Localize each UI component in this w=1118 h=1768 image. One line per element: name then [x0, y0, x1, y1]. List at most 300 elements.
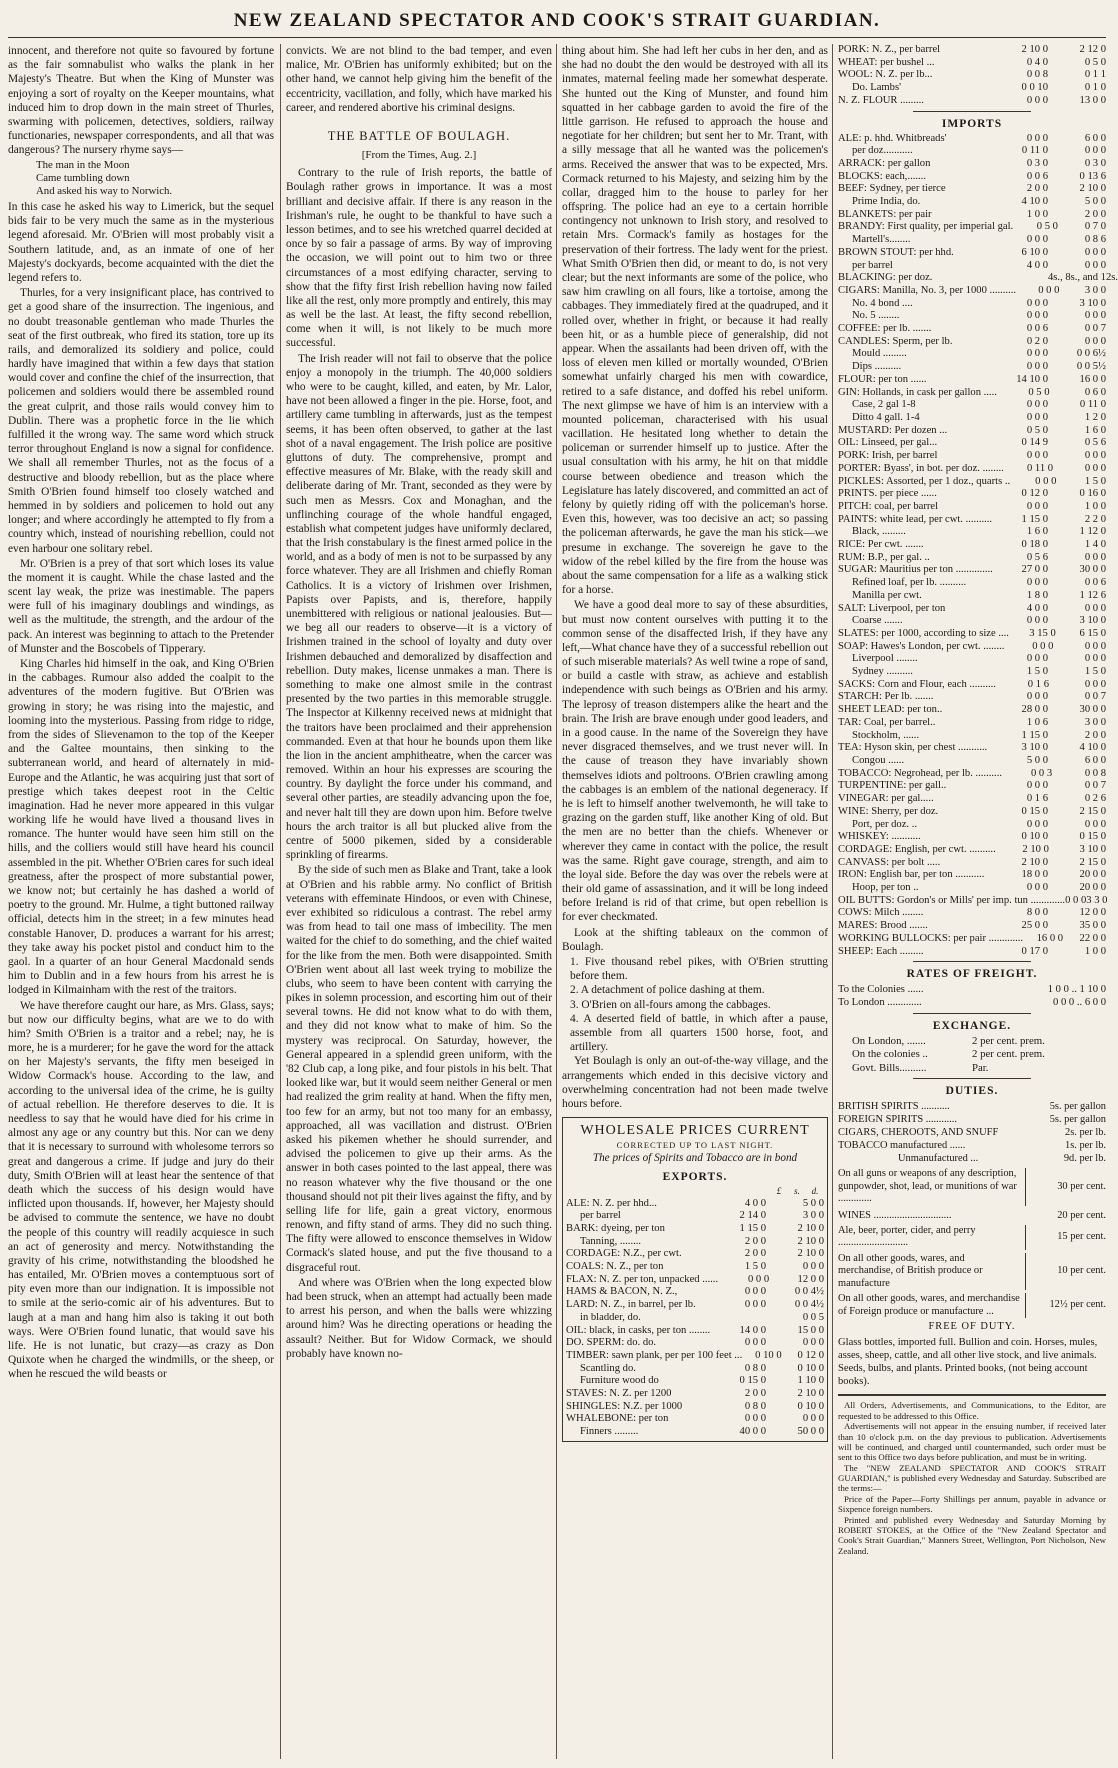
price-low: 1 15 0 [1021, 729, 1048, 741]
article-heading: THE BATTLE OF BOULAGH. [327, 128, 511, 143]
price-row [838, 69, 1106, 82]
price-row [566, 1325, 824, 1338]
price-low: 6 10 0 [1021, 246, 1048, 258]
commodity-name: CORDAGE: English, per cwt. .......... [838, 843, 996, 855]
divider [913, 1013, 1031, 1014]
price-high: 30 0 0 [1079, 564, 1106, 576]
duty-item: Unmanufactured ... [898, 1153, 979, 1165]
commodity-name: WOOL: N. Z. per lb... [838, 69, 933, 81]
commodity-name: OIL BUTTS: Gordon's or Mills' per imp. tun ............. [838, 894, 1066, 906]
price-row [838, 895, 1106, 908]
wholesale-prices-box [562, 1117, 828, 1442]
price-low: 0 0 0 [744, 1286, 766, 1298]
price-high: 3 3 0 [1086, 894, 1108, 906]
price-high: 0 0 5 [802, 1311, 824, 1323]
commodity-name: RICE: Per cwt. ....... [838, 539, 924, 551]
price-high: 4s., 8s., and 12s. [1048, 272, 1118, 284]
imports-list [838, 132, 1118, 959]
duty-item: BRITISH SPIRITS ........... [838, 1101, 950, 1113]
price-low: 40 0 0 [739, 1426, 766, 1438]
price-row [566, 1401, 824, 1414]
commodity-name: Case, 2 gal 1-8 [852, 399, 916, 411]
price-low: 2 10 0 [1021, 44, 1048, 55]
duties-heading: DUTIES. [945, 1085, 999, 1098]
masthead-rule [8, 37, 1106, 38]
price-row [838, 221, 1106, 234]
commodity-name: SOAP: Hawes's London, per cwt. ........ [838, 640, 1005, 652]
price-row [838, 857, 1106, 870]
commodity-name: CANDLES: Sperm, per lb. [838, 335, 953, 347]
price-row [838, 463, 1106, 476]
price-row [838, 730, 1106, 743]
duty-item: TOBACCO manufactured ...... [838, 1140, 966, 1152]
commodity-name: PORK: N. Z., per barrel [838, 44, 941, 55]
price-high: 0 1 1 [1084, 69, 1106, 81]
price-low: 0 0 0 [1026, 310, 1048, 322]
price-high: 0 11 0 [1079, 399, 1106, 411]
exports-continued [838, 44, 1106, 108]
article-source: [From the Times, Aug. 2.] [361, 148, 477, 161]
freight-rate: 1 0 0 .. 1 10 0 [1047, 984, 1106, 996]
price-high: 0 3 0 [1084, 157, 1106, 169]
price-low: 0 0 0 [1026, 577, 1048, 589]
price-high: 30 0 0 [1079, 704, 1106, 716]
price-high: 0 13 6 [1079, 170, 1106, 182]
price-row [838, 539, 1106, 552]
commodity-name: COFFEE: per lb. ....... [838, 323, 932, 335]
price-row [838, 158, 1106, 171]
price-row [838, 691, 1106, 704]
freight-heading: RATES OF FREIGHT. [906, 968, 1038, 981]
imports-heading: IMPORTS [941, 117, 1003, 130]
price-low: 0 11 0 [1026, 462, 1054, 474]
price-low: 1 5 0 [1026, 666, 1048, 678]
price-high: 1 0 0 [1084, 945, 1106, 957]
price-high: 2 0 0 [1084, 208, 1106, 220]
price-low: 0 5 6 [1026, 551, 1048, 563]
price-low: 1 8 0 [1026, 589, 1048, 601]
price-low: 0 0 0 [1026, 361, 1048, 373]
price-high: 0 5 0 [1084, 56, 1106, 68]
price-row [566, 1312, 824, 1325]
price-low: 2 0 0 [744, 1235, 766, 1247]
price-row [838, 501, 1106, 514]
price-high: 0 5 6 [1084, 437, 1106, 449]
commodity-name: ALE: p. hhd. Whitbreads' [838, 132, 947, 144]
commodity-name: Furniture wood do [580, 1375, 659, 1387]
price-low: 0 5 0 [1026, 424, 1048, 436]
price-low: 0 0 0 [1026, 297, 1048, 309]
price-low: 1 6 0 [1026, 526, 1048, 538]
commodity-name: OIL: Linseed, per gal... [838, 437, 938, 449]
price-low: 0 0 0 [1026, 500, 1048, 512]
paragraph: We have therefore caught our hare, as Mrs. Glass, says; but now our difficulty begins, what are we to do with him? Smith O'Brien is a traitor and a rebel; nay, he is more, he is a murderer; for he gave the word for the attack on her Majesty's servants, the fifty men beseiged in Widow Cormack's house. According to the law, and according to the universal idea of the crime, he is guilty of actual rebellion. He therefore deserves to die. It is needless to say that he would have died for his crime in almost any age or any country but this. Nor can we deny that it is necessary to surround with wholesome terrors so great and dangerous a crime. If judge and jury do their duty, Smith O'Brien will at least hear the sentence of that death which the success of his design would have inflicted upon thousands. If, however, her Majesty should be advised to commute the sentence, we have no doubt the people of this country will readily acquiesce in such an act of generosity and mercy. Notwithstanding the gravity of his crime, notwithstanding the bloodshed he has entailed, Mr. O'Brien moves a contemptuous sort of pity even more than our indignation. It is impossible not to smile at the serio-comic air of his adventures. But to laugh at a man and hang him also is taking it out both ways. Were O'Brien found lunatic, that would save his life. He is not lunatic, but crazy—as crazy as Don Quixote when he charged the windmills, or the sheep, or when he rescued the wild beasts or [8, 999, 274, 1381]
price-high: 5 0 0 [802, 1197, 824, 1209]
price-row [566, 1413, 824, 1426]
price-high: 1 5 0 [1084, 666, 1106, 678]
price-low: 2 0 0 [744, 1388, 766, 1400]
commodity-name: HAMS & BACON, N. Z., [566, 1286, 678, 1298]
commodity-name: SHINGLES: N.Z. per 1000 [566, 1400, 683, 1412]
duty-item: Ale, beer, porter, cider, and perry ........................... [838, 1225, 1026, 1250]
commodity-name: CANVASS: per bolt ..... [838, 856, 941, 868]
price-low: 0 3 0 [1026, 157, 1048, 169]
commodity-name: BLANKETS: per pair [838, 208, 932, 220]
commodity-name: TURPENTINE: per gall.. [838, 780, 947, 792]
commodity-name: WHISKEY: ........... [838, 831, 921, 843]
price-row [838, 260, 1106, 273]
price-row [838, 806, 1106, 819]
commodity-name: PORTER: Byass', in bot. per doz. ........ [838, 462, 1004, 474]
price-low: 0 0 0 [1026, 615, 1048, 627]
price-high: 1 12 6 [1079, 589, 1106, 601]
price-row [566, 1210, 824, 1223]
price-low: 0 5 0 [1036, 221, 1058, 233]
price-row [566, 1350, 824, 1363]
price-high: 1 6 0 [1084, 424, 1106, 436]
price-row [566, 1286, 824, 1299]
price-row [838, 82, 1106, 95]
commodity-name: GIN: Hollands, in cask per gallon ..... [838, 386, 997, 398]
paragraph: Contrary to the rule of Irish reports, the battle of Boulagh rather grows in importance. It was a most brilliant and decisive affair. If there is any reason in the Irishman's rule, he ought to be thankful to have such a lesson betimes, and to see his wretched quarrel decided at once by so fair a passage of arms. By way of improving the occasion, we will point out to him two or three circumstances of a most edifying character, serving to show that the fifty first Irish rebellion having now failed like all the rest, only more promptly and entirely, this may as well be the last. At least, the fifty second rebellion, come when it will, is not likely to be much more successful. [286, 167, 552, 350]
verse-line: Came tumbling down [36, 171, 130, 184]
paragraph: innocent, and therefore not quite so favoured by fortune as the fair somnabulist who walks the plank in her Majesty's Theatre. But when the King of Munster was enjoying a sort of royalty on the Keeper mountains, what induced him to drop down in the main street of Thurles, swarming with policemen, detectives, soldiers, railway functionaries, newspaper correspondents, and all that was dangerous? The nursery rhyme says— [8, 45, 274, 157]
divider [913, 1078, 1031, 1079]
price-low: 0 0 0 [1026, 348, 1048, 360]
price-high: 2 10 0 [1079, 183, 1106, 195]
price-row [838, 641, 1106, 654]
price-row [838, 476, 1106, 489]
price-high: 0 0 7 [1084, 691, 1106, 703]
commodity-name: WHALEBONE: per ton [566, 1413, 669, 1425]
price-row [838, 336, 1106, 349]
divider [913, 111, 1031, 112]
price-low: 2 10 0 [1021, 856, 1048, 868]
price-high: 3 10 0 [1079, 615, 1106, 627]
price-low: 0 0 0 [1026, 234, 1048, 246]
price-low: 0 0 0 [1026, 94, 1048, 106]
price-low: 0 8 0 [744, 1362, 766, 1374]
price-row [838, 526, 1106, 539]
duty-rate: 9d. per lb. [1063, 1153, 1106, 1165]
price-low: 0 0 0 [1026, 653, 1048, 665]
price-low: 0 12 0 [1021, 488, 1048, 500]
unit-shillings: s. [794, 1186, 800, 1197]
price-low: 0 0 0 [1026, 412, 1048, 423]
exchange-value: 2 per cent. prem. [972, 1048, 1045, 1061]
price-high: 2 10 0 [797, 1388, 824, 1400]
price-high: 5 0 0 [1084, 196, 1106, 208]
price-low: 0 0 0 [1035, 475, 1057, 487]
unit-pounds: £ [776, 1186, 782, 1197]
price-high: 2 12 0 [1079, 44, 1106, 55]
price-row [566, 1375, 824, 1388]
price-row [838, 374, 1106, 387]
publisher-notice [838, 1394, 1106, 1556]
price-row [838, 882, 1106, 895]
price-low: 27 0 0 [1021, 564, 1048, 576]
price-row [566, 1388, 824, 1401]
exchange-heading: EXCHANGE. [932, 1019, 1012, 1032]
price-high: 2 15 0 [1079, 856, 1106, 868]
price-row [838, 425, 1106, 438]
price-row [838, 348, 1106, 361]
notice-line: Advertisements will not appear in the ensuing number, if received later than 10 o'clock p.m. on the day previous to publication. Advertisements will be continued, and charged until countermanded, such order must be sent to this Office two days before publication, and must be in writing. [838, 1421, 1106, 1463]
price-row [838, 793, 1106, 806]
price-row [838, 603, 1106, 616]
duty-rate: 30 per cent. [1057, 1180, 1106, 1192]
notice-line: The "NEW ZEALAND SPECTATOR AND COOK'S STRAIT GUARDIAN," is published every Wednesday and Saturday. Subscribed are the terms:— [838, 1462, 1106, 1494]
price-low: 0 0 0 [747, 1273, 770, 1285]
commodity-name: TAR: Coal, per barrel.. [838, 716, 936, 728]
commodity-name: N. Z. FLOUR ......... [838, 94, 924, 106]
price-row [838, 666, 1106, 679]
price-row [838, 628, 1106, 641]
price-low: 14 10 0 [1016, 373, 1048, 385]
prices-note: The prices of Spirits and Tobacco are in bond [592, 1152, 798, 1165]
commodity-name: CIGARS: Manilla, No. 3, per 1000 .......... [838, 284, 1017, 296]
column-rule [556, 44, 557, 1759]
price-row [838, 412, 1106, 425]
price-low: 4 0 0 [1026, 602, 1048, 614]
commodity-name: Refined loaf, per lb. .......... [852, 577, 967, 589]
price-row [838, 780, 1106, 793]
exports-list [566, 1198, 824, 1439]
commodity-name: PRINTS. per piece ...... [838, 488, 937, 500]
price-row [838, 577, 1106, 590]
price-row [838, 552, 1106, 565]
price-high: 0 0 8 [1084, 767, 1106, 779]
commodity-name: SLATES: per 1000, according to size .... [838, 627, 1009, 639]
duty-item: FOREIGN SPIRITS ............ [838, 1114, 957, 1126]
price-low: 1 5 0 [744, 1261, 766, 1273]
price-low [994, 272, 1048, 285]
duty-brace [838, 1293, 1106, 1318]
price-low: 0 0 0 [1026, 132, 1048, 144]
price-low: 0 0 10 [1021, 82, 1048, 94]
price-high: 0 0 5½ [1076, 361, 1106, 373]
duty-brace [838, 1225, 1106, 1250]
duty-item: On all guns or weapons of any description, gunpowder, shot, lead, or munitions of war ............. [838, 1168, 1026, 1205]
paragraph: convicts. We are not blind to the bad temper, and even malice, Mr. O'Brien has uniformly exhibited; but on the other hand, we cannot help giving him the benefit of the eccentricity, vacillation, and folly, which have marked his career, and rendered abortive his criminal designs. [286, 45, 552, 114]
list-item: 4. A deserted field of battle, in which after a pause, assemble from all quarters 1500 horse, foot, and artillery. [570, 1012, 828, 1054]
price-low: 0 0 0 [1038, 284, 1060, 296]
price-low: 2 10 0 [1022, 843, 1049, 855]
unit-pence: d. [811, 1186, 819, 1197]
commodity-name: BLACKING: per doz. [838, 272, 933, 284]
price-high: 3 0 0 [1084, 716, 1106, 728]
price-row [566, 1426, 824, 1439]
price-high: 0 1 0 [1084, 82, 1106, 94]
price-row [838, 564, 1106, 577]
free-of-duty-heading: FREE OF DUTY. [928, 1321, 1016, 1333]
price-high: 1 5 0 [1084, 475, 1106, 487]
paragraph: And where was O'Brien when the long expected blow had been struck, when an attempt had actually been made to arrest his person, and when the balls were whizzing around him? Was he directing operations or heading the assault? Neither. But for Widow Cormack, we should probably have known no- [286, 1276, 552, 1360]
price-row [838, 450, 1106, 463]
commodity-name: BROWN STOUT: per hhd. [838, 246, 954, 258]
commodity-name: Tanning, ........ [580, 1235, 642, 1247]
price-high: 0 0 0 [1084, 653, 1106, 665]
commodity-name: DO. SPERM: do. do. [566, 1337, 657, 1349]
paragraph: We have a good deal more to say of these absurdities, but must now content ourselves with putting it to the common sense of the disaffected Irish, if they have any left,—What chance have they of a successful rebellion out of such miserable materials? As well twine a rope of sand, or build a castle with straw, as achieve and establish independence with such beings as O'Brien and his army. The leprosy of treason distempers alike the heart and the brain. The Irish are brave enough under good leaders, and in a good cause. In the name of the Sovereign they have never disgraced themselves, and we trust never will. In the cause of treason they have invariably shown themselves idiots and poltroons. O'Brien crawling among the cabbages is an emblem of the national degeneracy. If he is left to himself another twelvemonth, he will take to grazing on the garden stuff, like another King of old. But the men are no better than the chiefs. Whenever or wherever they came in contact with the police, the result was the same. Right gave courage, strength, and aim to the loyal side. Before the day was over the rebels were at their old game of assassination, and it will be long indeed before Ireland is rid of that crime, but open rebellion is for ever checkmated. [562, 599, 828, 924]
free-of-duty-list: Glass bottles, imported full. Bullion and coin. Horses, mules, asses, sheep, cattle, and all other live stock, and live animals. Seeds, bulbs, and plants. Printed books, (not being account books). [838, 1336, 1098, 1387]
commodity-name: TEA: Hyson skin, per chest ........... [838, 742, 988, 754]
price-high: 0 0 6 [1084, 577, 1106, 589]
price-low: 0 0 0 [1026, 818, 1048, 830]
commodity-name: SUGAR: Mauritius per ton .............. [838, 564, 993, 576]
price-row [838, 844, 1106, 857]
commodity-name: Prime India, do. [852, 196, 921, 208]
commodity-name: SACKS: Corn and Flour, each .......... [838, 678, 996, 690]
commodity-name: WINE: Sherry, per doz. [838, 805, 939, 817]
commodity-name: Dips .......... [852, 361, 902, 373]
price-low: 0 0 8 [1026, 69, 1048, 81]
nursery-rhyme [36, 159, 274, 199]
commodity-name: BLOCKS: each,....... [838, 170, 926, 182]
price-low: 0 1 6 [1026, 793, 1048, 805]
commodity-name: WHEAT: per bushel ... [838, 56, 935, 68]
duty-rate: 1s. per lb. [1065, 1140, 1106, 1152]
price-high: 0 0 0 [1084, 640, 1106, 652]
price-high: 2 2 0 [1084, 513, 1106, 525]
price-row [838, 920, 1106, 933]
paragraph: King Charles hid himself in the oak, and King O'Brien in the cabbages. Rumour also added the coalpit to the adventures of the modern fugitive. But O'Brien was growing in story; he was rising into the majestic, and looming into the mysterious. Passing from ridge to ridge, from the sides of Slievenamon to the top of the Keeper and the Galtee mountains, then sinking to the subterranean world, and heard of alternately in mid-Europe and the Atlantic, he was acquiring just that sort of prestige which takes deepest root in the Celtic imagination. Had he never more appeared in this vulgar working life he would have lived a thousand lives in romance. The hunter would have seen him still on the hills, and the colliers would still have heard his council assembled in the pit. Whether O'Brien cares for such ideal greatness, after the prospect of more substantial power, we know not; but certainly he has dashed a world of poetry to the ground. Mr. Hulme, a tight buttoned railway official, detects him in the street; in a few minutes head constable Hanover, D. produces a warrant for his arrest; they take away his pocket pistol and conduct him to the gaol. In a quarter of an hour General Macdonald sends him to Dublin and in a few hours from his arrest he is lodged in Kilmainham with the rest of the traitors. [8, 658, 274, 997]
duty-brace [838, 1253, 1106, 1290]
commodity-name: BARK: dyeing, per ton [566, 1222, 665, 1234]
price-high: 0 0 0 [802, 1261, 824, 1273]
duty-row [838, 1139, 1106, 1152]
price-row [838, 57, 1106, 70]
masthead: NEW ZEALAND SPECTATOR AND COOK'S STRAIT GUARDIAN. [233, 10, 881, 31]
price-high: 50 0 0 [797, 1426, 824, 1438]
price-high: 2 10 0 [797, 1222, 824, 1234]
price-row [838, 869, 1106, 882]
price-low: 0 0 0 [1065, 894, 1087, 906]
commodity-name: in bladder, do. [580, 1311, 641, 1323]
price-low: 0 0 0 [1026, 450, 1048, 462]
price-high: 4 10 0 [1079, 742, 1106, 754]
price-low: 0 5 0 [1028, 386, 1050, 398]
paragraph: In this case he asked his way to Limerick, but the sequel bids fair to be very much the same as in the mysterious legend aforesaid. Mr. O'Brien will most probably visit a Southern latitude, and, as an inmate of one of her Majesty's dockyards, become acquainted with the diet the legend refers to. [8, 201, 274, 284]
price-row [566, 1236, 824, 1249]
price-low: 3 10 0 [1021, 742, 1048, 754]
exchange-label: On the colonies .. [852, 1048, 928, 1061]
price-low: 0 4 0 [1026, 56, 1048, 68]
commodity-name: Manilla per cwt. [852, 589, 922, 601]
column-3 [562, 44, 828, 1759]
duty-rate: 10 per cent. [1057, 1265, 1106, 1277]
price-high: 22 0 0 [1079, 932, 1106, 944]
notice-line: All Orders, Advertisements, and Communications, to the Editor, are requested to be addressed to this Office. [838, 1400, 1106, 1421]
divider [913, 961, 1031, 962]
price-high: 6 0 0 [1084, 754, 1106, 766]
commodity-name: WORKING BULLOCKS: per pair ............. [838, 932, 1024, 944]
price-high: 0 0 0 [1084, 551, 1106, 563]
exchange-label: Govt. Bills.......... [852, 1061, 927, 1074]
price-high: 35 0 0 [1079, 920, 1106, 932]
price-row [838, 514, 1106, 527]
price-high: 16 0 0 [1079, 373, 1106, 385]
price-low: 0 0 0 [1026, 780, 1048, 792]
freight-dest: To the Colonies ...... [838, 984, 924, 996]
commodity-name: Stockholm, ...... [852, 729, 920, 741]
paragraph: Thurles, for a very insignificant place, has contrived to get a good share of the insurrection. The ingenious, and no doubt treasonable gentleman who made Thurles the seat of the first outbreak, who fired its station, tore up its rails, and demoralized its soldiery and police, could hardly have imagined that within a few days that station would cover and confine the chief of the insurrection, that policemen and soldiers would there be assembled round the great culprit, and those rails would convey him to Dublin. There was a prophetic force in the lie which fulfilled it the wrong way. The same word which struck terror throughout England is now a signal for confidence. We shall all remember Thurles, not as the focus of a destructive and bloody rebellion, but as the place where Smith O'Brien found himself too closely watched and hemmed in by soldiers and policemen to hold out any longer; and where accordingly he attempted to fly from a country which, instead of nourishing rebellion, could not even harbour one solitary rebel. [8, 287, 274, 555]
price-high: 0 12 0 [797, 1349, 824, 1361]
price-low: 28 0 0 [1021, 704, 1048, 716]
price-row [838, 323, 1106, 336]
price-row [566, 1363, 824, 1376]
price-low: 18 0 0 [1021, 869, 1048, 881]
price-low: 0 17 0 [1021, 945, 1048, 957]
commodity-name: Do. Lambs' [852, 82, 901, 94]
duty-item: On all other goods, wares, and merchandise, of British produce or manufacture [838, 1253, 1026, 1290]
prices-title: WHOLESALE PRICES CURRENT [580, 1123, 810, 1139]
freight-rate: 0 0 0 .. 6 0 0 [1053, 997, 1106, 1009]
commodity-name: Ditto 4 gall. 1-4 [852, 412, 920, 423]
price-row [838, 196, 1106, 209]
price-row [838, 488, 1106, 501]
price-high: 1 4 0 [1084, 539, 1106, 551]
price-high: 2 10 0 [797, 1235, 824, 1247]
price-row [838, 819, 1106, 832]
commodity-name: Finners ......... [580, 1426, 639, 1438]
price-row [838, 946, 1106, 959]
price-high: 0 0 0 [1084, 818, 1106, 830]
price-high: 2 15 0 [1079, 805, 1106, 817]
price-row [838, 310, 1106, 323]
prices-subtitle: CORRECTED UP TO LAST NIGHT. [616, 1140, 774, 1151]
price-high: 0 0 0 [1084, 462, 1106, 474]
commodity-name: MUSTARD: Per dozen ... [838, 424, 948, 436]
price-row [838, 361, 1106, 374]
currency-units [566, 1186, 824, 1197]
commodity-name: No. 5 ........ [852, 310, 900, 322]
commodity-name: STARCH: Per lb. ....... [838, 691, 934, 703]
price-row [838, 679, 1106, 692]
price-row [838, 399, 1106, 412]
commodity-name: TOBACCO: Negrohead, per lb. .......... [838, 767, 1002, 779]
price-high: 1 2 0 [1084, 412, 1106, 423]
price-low: 2 0 0 [744, 1248, 766, 1260]
price-low: 0 8 0 [744, 1400, 766, 1412]
verse-line: The man in the Moon [36, 158, 130, 171]
freight-dest: To London ............. [838, 997, 922, 1009]
commodity-name: STAVES: N. Z. per 1200 [566, 1388, 672, 1400]
price-high: 0 0 0 [1084, 310, 1106, 322]
price-high: 1 0 0 [1084, 500, 1106, 512]
commodity-name: Congou ...... [852, 754, 905, 766]
price-low: 0 14 9 [1021, 437, 1048, 449]
price-row [838, 742, 1106, 755]
price-low: 0 0 6 [1026, 170, 1048, 182]
commodity-name: CORDAGE: N.Z., per cwt. [566, 1248, 682, 1260]
commodity-name: FLOUR: per ton ...... [838, 373, 927, 385]
commodity-name: Scantling do. [580, 1362, 636, 1374]
price-high: 0 0 0 [1084, 678, 1106, 690]
price-high: 12 0 0 [1079, 907, 1106, 919]
price-low: 1 0 6 [1026, 716, 1048, 728]
price-low: 25 0 0 [1021, 920, 1048, 932]
price-row [838, 768, 1106, 781]
price-low: 0 1 6 [1027, 678, 1049, 690]
price-low: 0 0 6 [1026, 323, 1048, 335]
price-high: 3 0 0 [802, 1210, 824, 1222]
commodity-name: Mould ......... [852, 348, 907, 360]
list-item: 3. O'Brien on all-fours among the cabbages. [570, 998, 771, 1011]
price-low: 0 0 0 [744, 1337, 766, 1349]
exchange-row [838, 1035, 1106, 1048]
price-row [838, 704, 1106, 717]
